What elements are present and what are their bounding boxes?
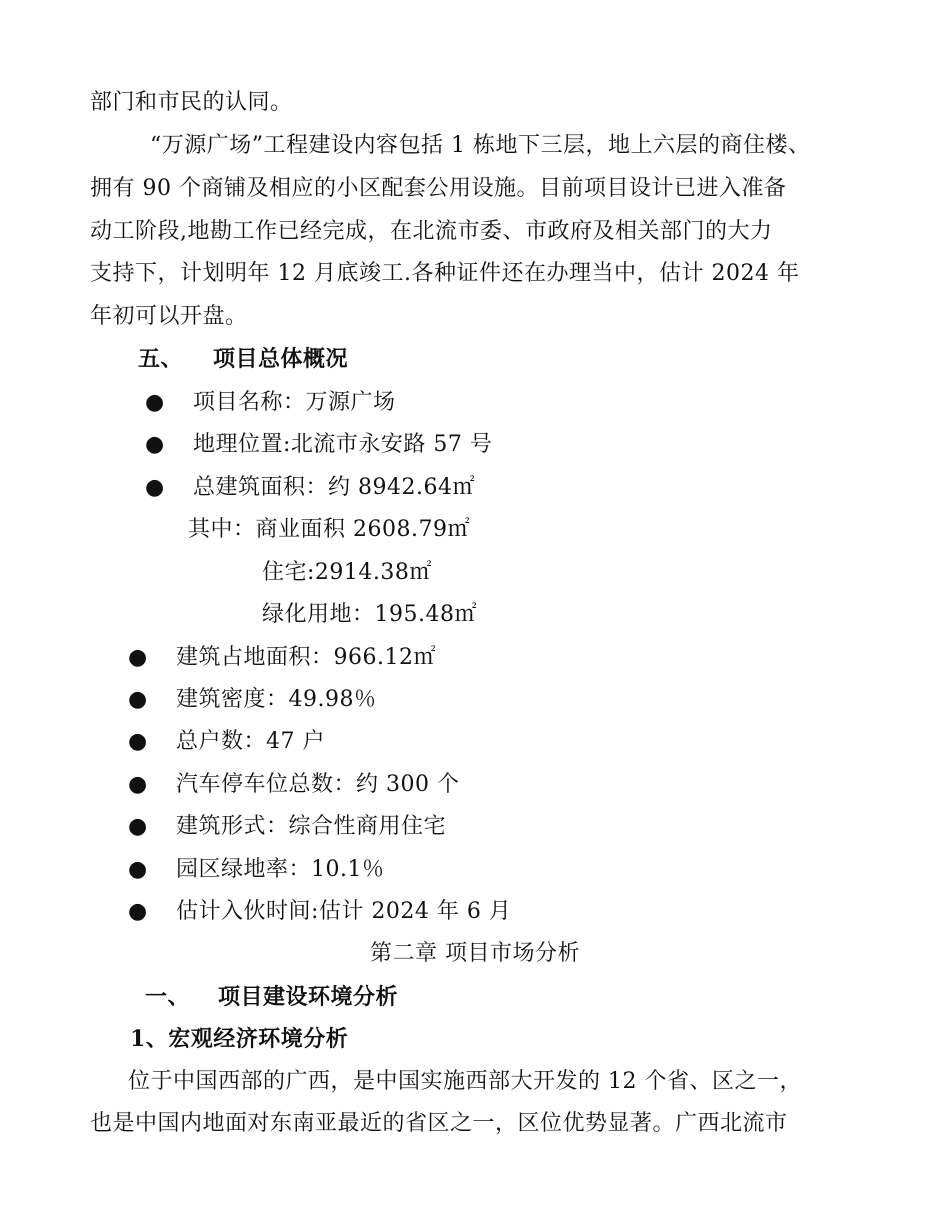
list-item: 建筑形式：综合性商用住宅 <box>176 814 447 839</box>
bullet-icon: ● <box>128 857 148 882</box>
list-item: 估计入伙时间:估计 2024 年 6 月 <box>176 899 512 924</box>
paragraph-line: 也是中国内地面对东南亚最近的省区之一，区位优势显著。广西北流市 <box>90 1111 788 1136</box>
section-number: 五、 <box>138 346 184 372</box>
paragraph-line: 拥有 90 个商铺及相应的小区配套公用设施。目前项目设计已进入准备 <box>90 176 787 201</box>
bullet-icon: ● <box>128 729 148 754</box>
section-heading: 项目建设环境分析 <box>218 984 399 1010</box>
subsection-heading: 1、宏观经济环境分析 <box>130 1026 349 1052</box>
chapter-title: 第二章 项目市场分析 <box>370 941 580 966</box>
sub-item: 其中：商业面积 2608.79㎡ <box>188 517 470 542</box>
bullet-icon: ● <box>128 772 148 797</box>
list-item: 建筑占地面积：966.12㎡ <box>176 645 436 670</box>
list-item: 项目名称：万源广场 <box>193 390 396 415</box>
bullet-icon: ● <box>128 899 148 924</box>
list-item: 汽车停车位总数：约 300 个 <box>176 772 460 797</box>
paragraph-line: 动工阶段,地勘工作已经完成，在北流市委、市政府及相关部门的大力 <box>90 219 773 244</box>
list-item: 建筑密度：49.98％ <box>176 687 377 712</box>
bullet-icon: ● <box>145 432 165 457</box>
sub-item: 绿化用地：195.48㎡ <box>262 602 477 627</box>
section-number: 一、 <box>145 984 191 1010</box>
bullet-icon: ● <box>128 645 148 670</box>
paragraph-line: 部门和市民的认同。 <box>90 90 293 115</box>
bullet-icon: ● <box>145 390 165 415</box>
list-item: 总户数：47 户 <box>176 729 325 754</box>
paragraph-line: 支持下，计划明年 12 月底竣工.各种证件还在办理当中，估计 2024 年 <box>90 261 800 286</box>
paragraph-line: 位于中国西部的广西，是中国实施西部大开发的 12 个省、区之一， <box>128 1069 802 1094</box>
list-item: 总建筑面积：约 8942.64㎡ <box>193 475 475 500</box>
list-item: 地理位置:北流市永安路 57 号 <box>193 432 493 457</box>
paragraph-line: 年初可以开盘。 <box>90 304 248 329</box>
bullet-icon: ● <box>145 475 165 500</box>
bullet-icon: ● <box>128 687 148 712</box>
sub-item: 住宅:2914.38㎡ <box>262 560 432 585</box>
section-heading: 项目总体概况 <box>213 346 349 372</box>
paragraph-line: “万源广场”工程建设内容包括 1 栋地下三层，地上六层的商住楼、 <box>150 133 811 158</box>
bullet-icon: ● <box>128 814 148 839</box>
list-item: 园区绿地率：10.1％ <box>176 857 385 882</box>
